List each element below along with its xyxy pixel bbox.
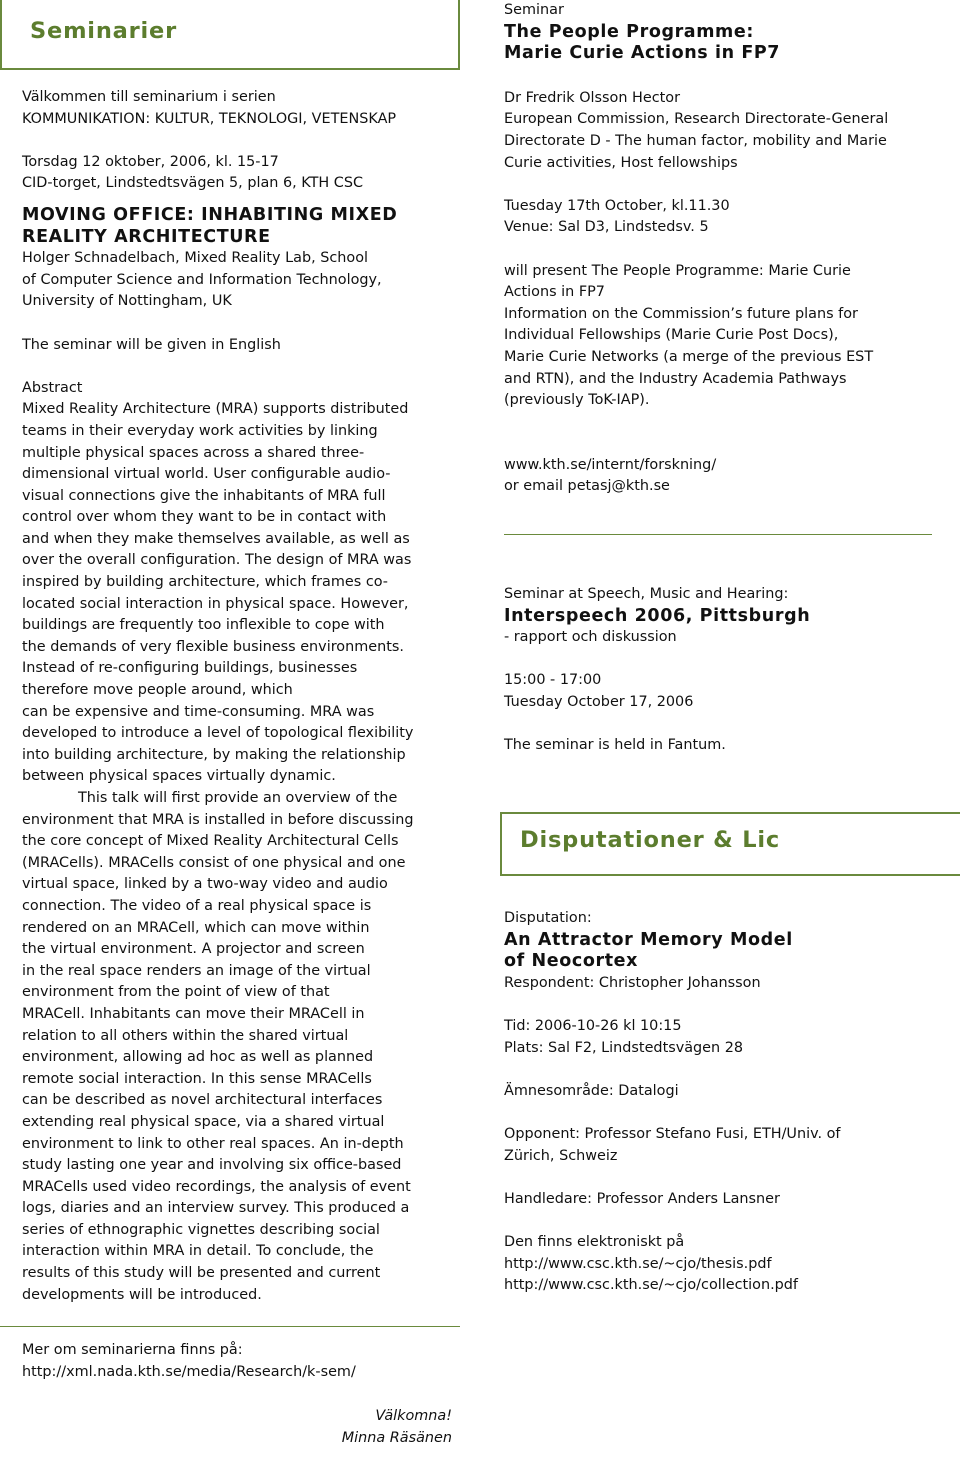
more-info-link[interactable]: http://xml.nada.kth.se/media/Research/k-sem/	[22, 1363, 356, 1380]
seminar-title-line-1: The People Programme:	[504, 21, 754, 42]
signoff-name: Minna Räsänen	[341, 1429, 452, 1446]
speech-seminar-date: Tuesday October 17, 2006	[504, 693, 694, 710]
abstract-paragraph-1	[22, 399, 462, 788]
left-divider	[0, 1326, 460, 1327]
abstract-line: rendered on an MRACell, which can move within	[22, 919, 370, 936]
speaker-name: Dr Fredrik Olsson Hector	[504, 89, 680, 106]
abstract-line: can be described as novel architectural interfaces	[22, 1092, 383, 1109]
abstract-line: interaction within MRA in detail. To conclude, the	[22, 1243, 374, 1260]
abstract-line: MRACell. Inhabitants can move their MRACell in	[22, 1005, 365, 1022]
abstract-line: environment from the point of view of that	[22, 984, 330, 1001]
disputation-block	[504, 908, 944, 1297]
speech-seminar-block	[504, 584, 944, 757]
abstract-line: logs, diaries and an interview survey. This produced a	[22, 1200, 410, 1217]
abstract-line: teams in their everyday work activities by linking	[22, 422, 378, 439]
talk-title-line-2: REALITY ARCHITECTURE	[22, 226, 271, 247]
right-divider	[504, 534, 932, 535]
signoff-welcome: Välkomna!	[375, 1408, 452, 1424]
desc-line: and RTN), and the Industry Academia Pathways	[504, 370, 847, 387]
section-title-seminarier: Seminarier	[30, 18, 177, 44]
abstract-label: Abstract	[22, 379, 83, 396]
desc-line: (previously ToK-IAP).	[504, 392, 650, 409]
abstract-line: connection. The video of a real physical space is	[22, 897, 372, 914]
collection-link[interactable]: http://www.csc.kth.se/~cjo/collection.pdf	[504, 1277, 798, 1294]
abstract-line: can be expensive and time-consuming. MRA was	[22, 703, 375, 720]
email-link[interactable]: or email petasj@kth.se	[504, 478, 670, 495]
abstract-line: Instead of re-configuring buildings, businesses	[22, 660, 358, 677]
abstract-line: multiple physical spaces across a shared three-	[22, 444, 365, 461]
disputation-title-line-1: An Attractor Memory Model	[504, 929, 793, 950]
speaker-affil-3: Curie activities, Host fellowships	[504, 154, 738, 171]
abstract-line: series of ethnographic vignettes describing social	[22, 1221, 380, 1238]
desc-line: will present The People Programme: Marie Curie	[504, 262, 851, 279]
seminar-venue: Venue: Sal D3, Lindstedsv. 5	[504, 219, 709, 236]
kth-link[interactable]: www.kth.se/internt/forskning/	[504, 456, 717, 473]
speech-seminar-time: 15:00 - 17:00	[504, 672, 602, 689]
disputation-title-line-2: of Neocortex	[504, 951, 639, 972]
date-line: Torsdag 12 oktober, 2006, kl. 15-17	[22, 153, 279, 170]
speech-seminar-place: The seminar is held in Fantum.	[504, 737, 726, 754]
abstract-line: the demands of very flexible business environments.	[22, 638, 404, 655]
abstract-line: inspired by building architecture, which frames co-	[22, 574, 388, 591]
abstract-line: relation to all others within the shared virtual	[22, 1027, 349, 1044]
more-info-label: Mer om seminarierna finns på:	[22, 1342, 243, 1358]
speaker-line-3: University of Nottingham, UK	[22, 293, 232, 310]
abstract-line: over the overall configuration. The design of MRA was	[22, 552, 412, 569]
desc-line: Information on the Commission’s future plans for	[504, 305, 858, 322]
disputation-place: Plats: Sal F2, Lindstedtsvägen 28	[504, 1039, 744, 1056]
language-note: The seminar will be given in English	[22, 336, 281, 353]
abstract-line: environment, allowing ad hoc as well as planned	[22, 1049, 374, 1066]
desc-line: Marie Curie Networks (a merge of the previous EST	[504, 348, 874, 365]
abstract-line: MRACells used video recordings, the analysis of event	[22, 1178, 411, 1195]
abstract-line: environment that MRA is installed in before discussing	[22, 811, 414, 828]
seminar-time: Tuesday 17th October, kl.11.30	[504, 197, 730, 214]
abstract-line: into building architecture, by making the relationship	[22, 746, 406, 763]
speaker-affil-1: European Commission, Research Directorate-General	[504, 111, 889, 128]
abstract-line: therefore move people around, which	[22, 682, 293, 699]
speech-seminar-sub: - rapport och diskussion	[504, 629, 677, 646]
abstract-line: buildings are frequently too inflexible to cope with	[22, 617, 385, 634]
abstract-line: remote social interaction. In this sense MRACells	[22, 1070, 372, 1087]
abstract-line: the core concept of Mixed Reality Architectural Cells	[22, 833, 399, 850]
speaker-line-1: Holger Schnadelbach, Mixed Reality Lab, School	[22, 250, 369, 267]
abstract-line: and when they make themselves available, as well as	[22, 530, 410, 547]
more-info-block	[22, 1340, 462, 1383]
desc-line: Actions in FP7	[504, 284, 605, 301]
welcome-line-1: Välkommen till seminarium i serien	[22, 89, 276, 105]
abstract-line: (MRACells). MRACells consist of one physical and one	[22, 854, 406, 871]
speech-seminar-label: Seminar at Speech, Music and Hearing:	[504, 586, 789, 602]
opponent-line-1: Opponent: Professor Stefano Fusi, ETH/Univ. of	[504, 1125, 841, 1142]
speaker-affil-2: Directorate D - The human factor, mobility and Marie	[504, 132, 887, 149]
disputationer-header-box	[500, 812, 960, 876]
disputation-time: Tid: 2006-10-26 kl 10:15	[504, 1017, 682, 1034]
abstract-paragraph-2	[22, 788, 462, 1306]
abstract-line: study lasting one year and involving six office-based	[22, 1157, 402, 1174]
seminarier-header-box	[0, 0, 460, 70]
disputation-label: Disputation:	[504, 910, 592, 926]
abstract-line: dimensional virtual world. User configurable audio-	[22, 466, 391, 483]
signoff-block	[342, 1406, 452, 1449]
talk-title-line-1: MOVING OFFICE: INHABITING MIXED	[22, 204, 398, 225]
abstract-line: located social interaction in physical space. However,	[22, 595, 409, 612]
abstract-line: environment to link to other real spaces. An in-depth	[22, 1135, 404, 1152]
abstract-line: between physical spaces virtually dynamic.	[22, 768, 336, 785]
subject-area: Ämnesområde: Datalogi	[504, 1082, 679, 1099]
abstract-line: control over whom they want to be in contact with	[22, 509, 387, 526]
respondent: Respondent: Christopher Johansson	[504, 974, 761, 991]
welcome-line-2: KOMMUNIKATION: KULTUR, TEKNOLOGI, VETENSKAP	[22, 110, 397, 127]
electronic-label: Den finns elektroniskt på	[504, 1233, 685, 1250]
seminar-label: Seminar	[504, 2, 564, 18]
abstract-line: developed to introduce a level of topological flexibility	[22, 725, 414, 742]
abstract-line: developments will be introduced.	[22, 1286, 262, 1303]
seminar-title-line-2: Marie Curie Actions in FP7	[504, 43, 781, 64]
opponent-line-2: Zürich, Schweiz	[504, 1147, 618, 1164]
abstract-line: Mixed Reality Architecture (MRA) supports distributed	[22, 401, 409, 418]
location-line: CID-torget, Lindstedtsvägen 5, plan 6, KTH CSC	[22, 175, 364, 192]
speaker-line-2: of Computer Science and Information Technology,	[22, 271, 382, 288]
abstract-line: extending real physical space, via a shared virtual	[22, 1113, 385, 1130]
abstract-line: the virtual environment. A projector and screen	[22, 941, 365, 958]
abstract-line: This talk will first provide an overview of the	[78, 790, 398, 806]
abstract-line: in the real space renders an image of the virtual	[22, 962, 371, 979]
thesis-link[interactable]: http://www.csc.kth.se/~cjo/thesis.pdf	[504, 1255, 772, 1272]
section-title-disputationer: Disputationer & Lic	[520, 827, 781, 853]
speech-seminar-title: Interspeech 2006, Pittsburgh	[504, 605, 811, 626]
supervisor: Handledare: Professor Anders Lansner	[504, 1190, 780, 1207]
abstract-line: visual connections give the inhabitants of MRA full	[22, 487, 386, 504]
abstract-line: virtual space, linked by a two-way video and audio	[22, 876, 388, 893]
abstract-line: results of this study will be presented and current	[22, 1265, 381, 1282]
desc-line: Individual Fellowships (Marie Curie Post Docs),	[504, 327, 839, 344]
